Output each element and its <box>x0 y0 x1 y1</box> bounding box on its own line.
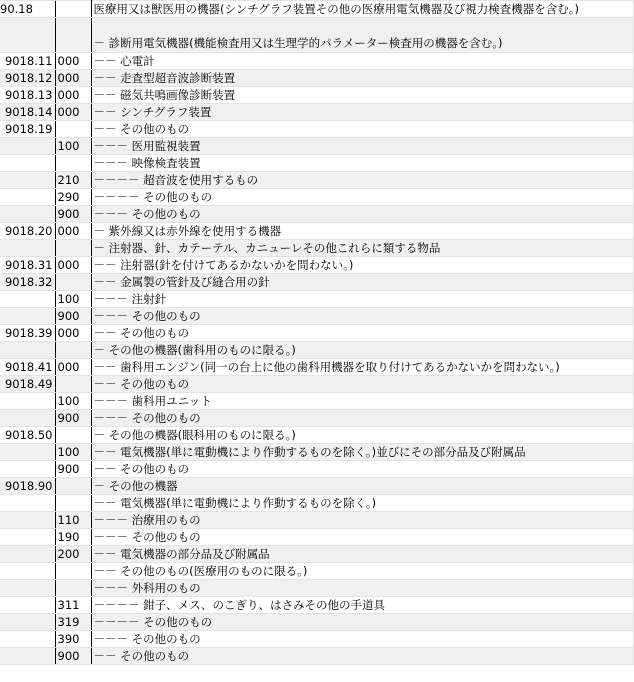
description-cell: －－－－ 超音波を使用するもの <box>91 172 633 189</box>
statistical-code-cell <box>55 495 91 512</box>
statistical-code-cell: 100 <box>55 138 91 155</box>
hs-code-cell <box>0 189 55 206</box>
description-cell: －－－－ その他のもの <box>91 189 633 206</box>
hs-code-cell <box>0 614 55 631</box>
hs-code-cell <box>0 597 55 614</box>
table-row <box>0 308 633 325</box>
statistical-code-cell: 100 <box>55 444 91 461</box>
table-row <box>0 597 633 614</box>
description-cell: －－ 心電計 <box>91 53 633 70</box>
table-row <box>0 512 633 529</box>
hs-code-cell <box>0 291 55 308</box>
hs-code-cell: 90.18 <box>0 1 55 18</box>
description-cell: 医療用又は獣医用の機器(シンチグラフ装置その他の医療用電気機器及び視力検査機器を含む。) <box>91 1 633 18</box>
table-row <box>0 614 633 631</box>
description-cell: － その他の機器(眼科用のものに限る。) <box>91 427 633 444</box>
statistical-code-cell: 900 <box>55 308 91 325</box>
table-row <box>0 444 633 461</box>
hs-code-cell: 9018.49 <box>0 376 55 393</box>
statistical-code-cell: 000 <box>55 257 91 274</box>
description-cell: －－－ 医用監視装置 <box>91 138 633 155</box>
description-cell: － 注射器、針、カテーテル、カニューレその他これらに類する物品 <box>91 240 633 257</box>
description-cell: －－ 電気機器(単に電動機により作動するものを除く。)並びにその部分品及び附属品 <box>91 444 633 461</box>
hs-code-cell <box>0 342 55 359</box>
table-row <box>0 546 633 563</box>
table-row <box>0 325 633 342</box>
hs-code-cell <box>0 631 55 648</box>
table-row <box>0 87 633 104</box>
hs-code-cell <box>0 410 55 427</box>
statistical-code-cell: 210 <box>55 172 91 189</box>
hs-code-cell: 9018.41 <box>0 359 55 376</box>
table-row <box>0 223 633 240</box>
description-cell: －－ 歯科用エンジン(同一の台上に他の歯科用機器を取り付けてあるかないかを問わない。) <box>91 359 633 376</box>
statistical-code-cell: 000 <box>55 359 91 376</box>
hs-code-cell: 9018.90 <box>0 478 55 495</box>
table-row <box>0 274 633 291</box>
hs-code-cell <box>0 393 55 410</box>
statistical-code-cell: 200 <box>55 546 91 563</box>
statistical-code-cell <box>55 427 91 444</box>
description-cell: －－ その他のもの <box>91 376 633 393</box>
statistical-code-cell: 319 <box>55 614 91 631</box>
statistical-code-cell: 100 <box>55 291 91 308</box>
description-cell: －－ シンチグラフ装置 <box>91 104 633 121</box>
table-row <box>0 138 633 155</box>
statistical-code-cell: 900 <box>55 206 91 223</box>
hs-code-cell <box>0 529 55 546</box>
description-cell: －－ その他のもの <box>91 325 633 342</box>
description-cell: －－ 磁気共鳴画像診断装置 <box>91 87 633 104</box>
description-cell: －－ その他のもの <box>91 648 633 665</box>
description-cell: －－－ 外科用のもの <box>91 580 633 597</box>
table-row <box>0 648 633 665</box>
statistical-code-cell <box>55 376 91 393</box>
hs-code-cell <box>0 444 55 461</box>
hs-code-cell <box>0 155 55 172</box>
description-cell: － 診断用電気機器(機能検査用又は生理学的パラメーター検査用の機器を含む。) <box>91 18 633 53</box>
statistical-code-cell <box>55 155 91 172</box>
hs-code-cell <box>0 580 55 597</box>
table-row <box>0 529 633 546</box>
statistical-code-cell <box>55 563 91 580</box>
hs-code-cell: 9018.12 <box>0 70 55 87</box>
hs-code-cell <box>0 18 55 53</box>
hs-code-cell <box>0 172 55 189</box>
table-row <box>0 563 633 580</box>
description-cell: －－ 走査型超音波診断装置 <box>91 70 633 87</box>
description-cell: －－－ その他のもの <box>91 308 633 325</box>
description-cell: －－ その他のもの <box>91 461 633 478</box>
statistical-code-cell: 190 <box>55 529 91 546</box>
statistical-code-cell: 390 <box>55 631 91 648</box>
table-row <box>0 376 633 393</box>
table-row <box>0 495 633 512</box>
table-row <box>0 342 633 359</box>
table-row <box>0 427 633 444</box>
statistical-code-cell: 000 <box>55 325 91 342</box>
table-row <box>0 410 633 427</box>
hs-code-cell: 9018.39 <box>0 325 55 342</box>
description-cell: －－ その他のもの(医療用のものに限る。) <box>91 563 633 580</box>
hs-code-cell: 9018.14 <box>0 104 55 121</box>
statistical-code-cell <box>55 580 91 597</box>
table-row <box>0 53 633 70</box>
hs-code-cell: 9018.19 <box>0 121 55 138</box>
tariff-table-body <box>0 1 633 665</box>
description-cell: －－－ その他のもの <box>91 206 633 223</box>
table-row <box>0 257 633 274</box>
hs-code-cell <box>0 138 55 155</box>
statistical-code-cell: 311 <box>55 597 91 614</box>
table-row <box>0 206 633 223</box>
table-row <box>0 291 633 308</box>
statistical-code-cell: 900 <box>55 461 91 478</box>
description-cell: － その他の機器 <box>91 478 633 495</box>
statistical-code-cell <box>55 274 91 291</box>
description-cell: － 紫外線又は赤外線を使用する機器 <box>91 223 633 240</box>
table-row <box>0 580 633 597</box>
hs-code-cell: 9018.11 <box>0 53 55 70</box>
description-cell: －－－ 映像検査装置 <box>91 155 633 172</box>
description-cell: －－－－ その他のもの <box>91 614 633 631</box>
statistical-code-cell <box>55 240 91 257</box>
description-cell: －－－ その他のもの <box>91 631 633 648</box>
hs-code-cell <box>0 512 55 529</box>
description-cell: － その他の機器(歯科用のものに限る。) <box>91 342 633 359</box>
table-row <box>0 18 633 53</box>
hs-code-cell <box>0 495 55 512</box>
hs-code-cell <box>0 206 55 223</box>
statistical-code-cell <box>55 342 91 359</box>
description-cell: －－－ 治療用のもの <box>91 512 633 529</box>
hs-code-cell <box>0 308 55 325</box>
description-cell: －－ 電気機器の部分品及び附属品 <box>91 546 633 563</box>
description-cell: －－－ 注射針 <box>91 291 633 308</box>
statistical-code-cell <box>55 1 91 18</box>
table-row <box>0 359 633 376</box>
table-row <box>0 1 633 18</box>
statistical-code-cell: 290 <box>55 189 91 206</box>
statistical-code-cell <box>55 121 91 138</box>
table-row <box>0 478 633 495</box>
statistical-code-cell: 000 <box>55 70 91 87</box>
table-row <box>0 461 633 478</box>
hs-code-cell: 9018.31 <box>0 257 55 274</box>
description-cell: －－－－ 鉗子、メス、のこぎり、はさみその他の手道具 <box>91 597 633 614</box>
hs-code-cell <box>0 461 55 478</box>
statistical-code-cell <box>55 18 91 53</box>
statistical-code-cell: 000 <box>55 87 91 104</box>
hs-code-cell <box>0 240 55 257</box>
table-row <box>0 104 633 121</box>
statistical-code-cell: 000 <box>55 104 91 121</box>
table-row <box>0 70 633 87</box>
hs-code-cell: 9018.50 <box>0 427 55 444</box>
hs-code-cell: 9018.20 <box>0 223 55 240</box>
statistical-code-cell: 110 <box>55 512 91 529</box>
statistical-code-cell: 100 <box>55 393 91 410</box>
hs-code-cell <box>0 563 55 580</box>
statistical-code-cell: 000 <box>55 223 91 240</box>
hs-code-cell <box>0 648 55 665</box>
description-cell: －－ 電気機器(単に電動機により作動するものを除く。) <box>91 495 633 512</box>
description-cell: －－－ その他のもの <box>91 529 633 546</box>
table-row <box>0 172 633 189</box>
table-row <box>0 631 633 648</box>
statistical-code-cell: 900 <box>55 648 91 665</box>
description-cell: －－ 注射器(針を付けてあるかないかを問わない。) <box>91 257 633 274</box>
hs-code-cell: 9018.32 <box>0 274 55 291</box>
hs-code-cell <box>0 546 55 563</box>
statistical-code-cell <box>55 478 91 495</box>
hs-code-cell: 9018.13 <box>0 87 55 104</box>
statistical-code-cell: 900 <box>55 410 91 427</box>
description-cell: －－ その他のもの <box>91 121 633 138</box>
table-row <box>0 155 633 172</box>
table-row <box>0 240 633 257</box>
table-row <box>0 189 633 206</box>
description-cell: －－－ 歯科用ユニット <box>91 393 633 410</box>
table-row <box>0 393 633 410</box>
description-cell: －－－ その他のもの <box>91 410 633 427</box>
statistical-code-cell: 000 <box>55 53 91 70</box>
description-cell: －－ 金属製の管針及び縫合用の針 <box>91 274 633 291</box>
table-row <box>0 121 633 138</box>
